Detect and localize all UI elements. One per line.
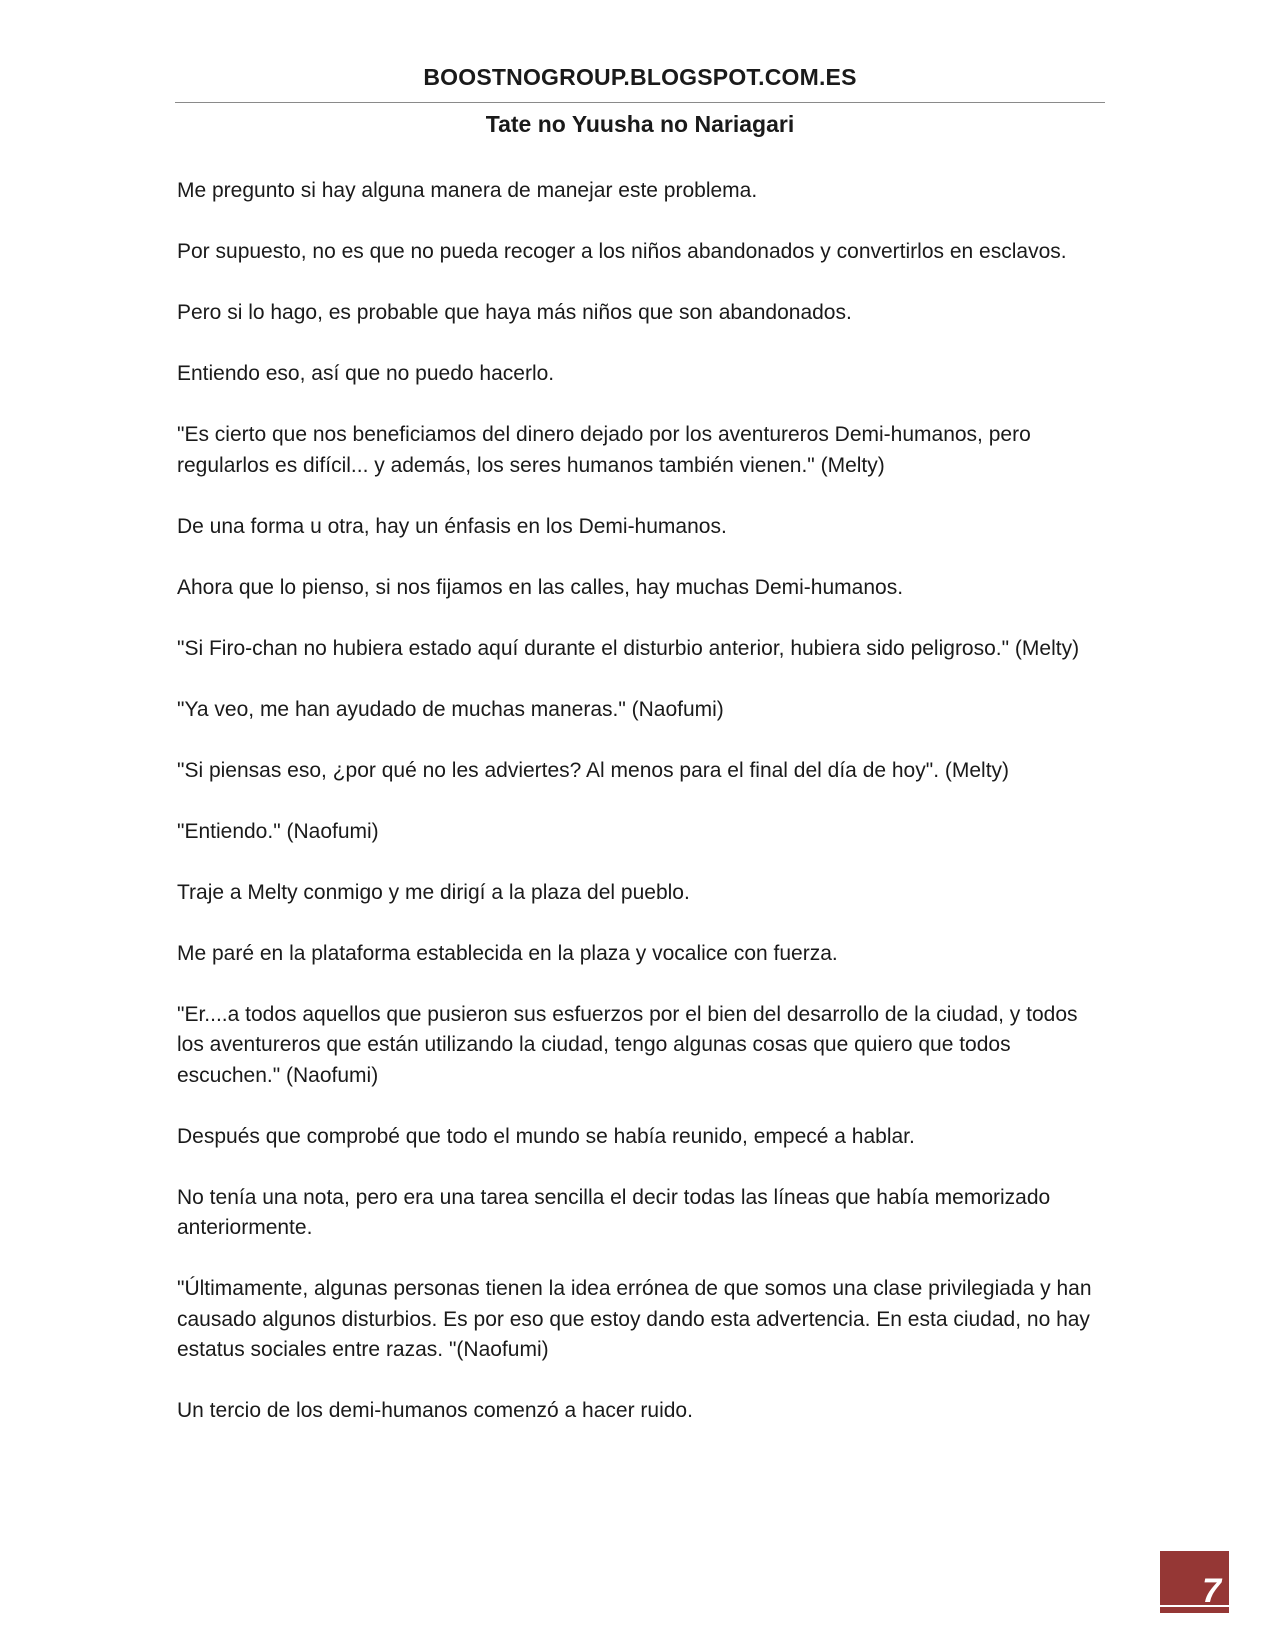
paragraph: Pero si lo hago, es probable que haya más niños que son abandonados. — [177, 301, 852, 324]
paragraph: "Si piensas eso, ¿por qué no les adviertes? Al menos para el final del día de hoy". (Melty) — [177, 758, 1010, 782]
page-number: 7 — [1202, 1572, 1221, 1610]
paragraph: "Entiendo." (Naofumi) — [177, 819, 379, 843]
paragraph: De una forma u otra, hay un énfasis en los Demi-humanos. — [177, 514, 727, 538]
paragraph: Por supuesto, no es que no pueda recoger a los niños abandonados y convertirlos en esclavos. — [177, 240, 1067, 263]
paragraph: "Ya veo, me han ayudado de muchas maneras." (Naofumi) — [177, 697, 724, 721]
paragraph: "Es cierto que nos beneficiamos del dinero dejado por los aventureros Demi-humanos, pero regularlos es difícil... y además, los seres humanos también vienen." (Melty) — [177, 423, 1031, 477]
paragraph: No tenía una nota, pero era una tarea sencilla el decir todas las líneas que había memorizado anteriormente. — [177, 1185, 1051, 1239]
paragraph: Después que comprobé que todo el mundo se había reunido, empecé a hablar. — [177, 1124, 915, 1148]
paragraph: "Er....a todos aquellos que pusieron sus esfuerzos por el bien del desarrollo de la ciudad, y todos los aventureros que están utilizando la ciudad, tengo algunas cosas que quiero que todos escuchen." (Naofumi) — [177, 1002, 1078, 1087]
paragraph: Un tercio de los demi-humanos comenzó a hacer ruido. — [177, 1399, 693, 1422]
body-text — [177, 176, 1107, 1457]
paragraph: "Si Firo-chan no hubiera estado aquí durante el disturbio anterior, hubiera sido peligroso." (Melty) — [177, 636, 1080, 660]
paragraph: Ahora que lo pienso, si nos fijamos en las calles, hay muchas Demi-humanos. — [177, 575, 904, 599]
document-title: Tate no Yuusha no Nariagari — [485, 111, 795, 137]
page-number-badge — [1160, 1551, 1229, 1613]
paragraph: Me paré en la plataforma establecida en la plaza y vocalice con fuerza. — [177, 941, 838, 965]
paragraph: Traje a Melty conmigo y me dirigí a la plaza del pueblo. — [177, 880, 690, 904]
paragraph: "Últimamente, algunas personas tienen la idea errónea de que somos una clase privilegiada y han causado algunos disturbios. Es por eso que estoy dando esta advertencia. En esta ciudad, no hay estatus sociales entre razas. "(Naofumi) — [177, 1277, 1092, 1361]
header-divider — [175, 102, 1105, 103]
paragraph: Me pregunto si hay alguna manera de manejar este problema. — [177, 179, 758, 202]
paragraph: Entiendo eso, así que no puedo hacerlo. — [177, 362, 555, 385]
site-header: BOOSTNOGROUP.BLOGSPOT.COM.ES — [423, 64, 857, 90]
